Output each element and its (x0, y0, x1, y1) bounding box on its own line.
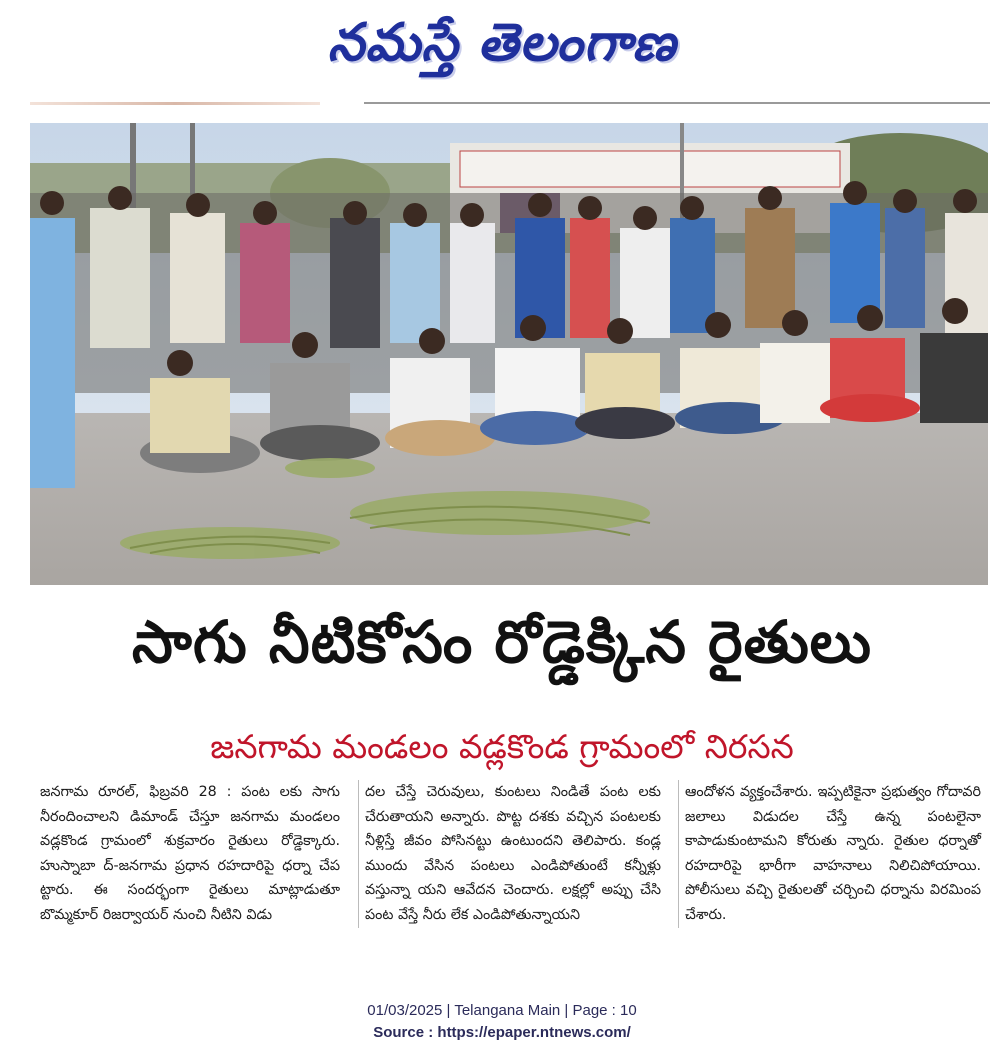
article-column-2: దల చేస్తే చెరువులు, కుంటలు నిండితే పంట లకు చేరుతాయని అన్నారు. పొట్ట దశకు వచ్చిన పంటలకు నీళ్లిస్తే జీవం పోసినట్టు ఉంటుందని తెలిపారు. కండ్ల ముందు వేసిన పంటలు ఎండిపోతుంటే కన్నీళ్లు వస్తున్నా యని ఆవేదన చెందారు. లక్షల్లో అప్పు చేసి పంట వేస్తే నీరు లేక ఎండిపోతున్నాయని (358, 780, 661, 928)
source-link[interactable]: Source : https://epaper.ntnews.com/ (373, 1024, 631, 1041)
article-subheadline: జనగామ మండలం వడ్లకొండ గ్రామంలో నిరసన (210, 727, 794, 766)
article-column-3: ఆందోళన వ్యక్తంచేశారు. ఇప్పటికైనా ప్రభుత్వం గోదావరి జలాలు విడుదల చేస్తే ఉన్న పంటలైనా కాపాడుకుంటామని కోరుతు న్నారు. రైతుల ధర్నాతో రహదారిపై భారీగా వాహనాలు నిలిచిపోయాయి. పోలీసులు వచ్చి రైతులతో చర్చించి ధర్నాను విరమింప చేశారు. (678, 780, 981, 928)
masthead-logo: నమస్తే తెలంగాణ (327, 13, 677, 73)
news-photo (30, 123, 988, 585)
page-footer (0, 1000, 1004, 1044)
masthead-divider-left (30, 102, 320, 105)
article-column-1: జనగామ రూరల్, ఫిబ్రవరి 28 : పంట లకు సాగు నీరందించాలని డిమాండ్ చేస్తూ జనగామ మండలం వడ్లకొండ గ్రామంలో శుక్రవారం రైతులు రోడ్డెక్కారు. హుస్నాబా ద్-జనగామ ప్రధాన రహదారిపై ధర్నా చేప ట్టారు. ఈ సందర్భంగా రైతులు మాట్లాడుతూ బొమ్మకూర్ రిజర్వాయర్ నుంచి నీటిని విడు (40, 784, 340, 923)
masthead-divider-right (364, 102, 990, 104)
edition-info: 01/03/2025 | Telangana Main | Page : 10 (367, 1002, 637, 1019)
article-headline: సాగు నీటికోసం రోడ్డెక్కిన రైతులు (132, 608, 872, 676)
